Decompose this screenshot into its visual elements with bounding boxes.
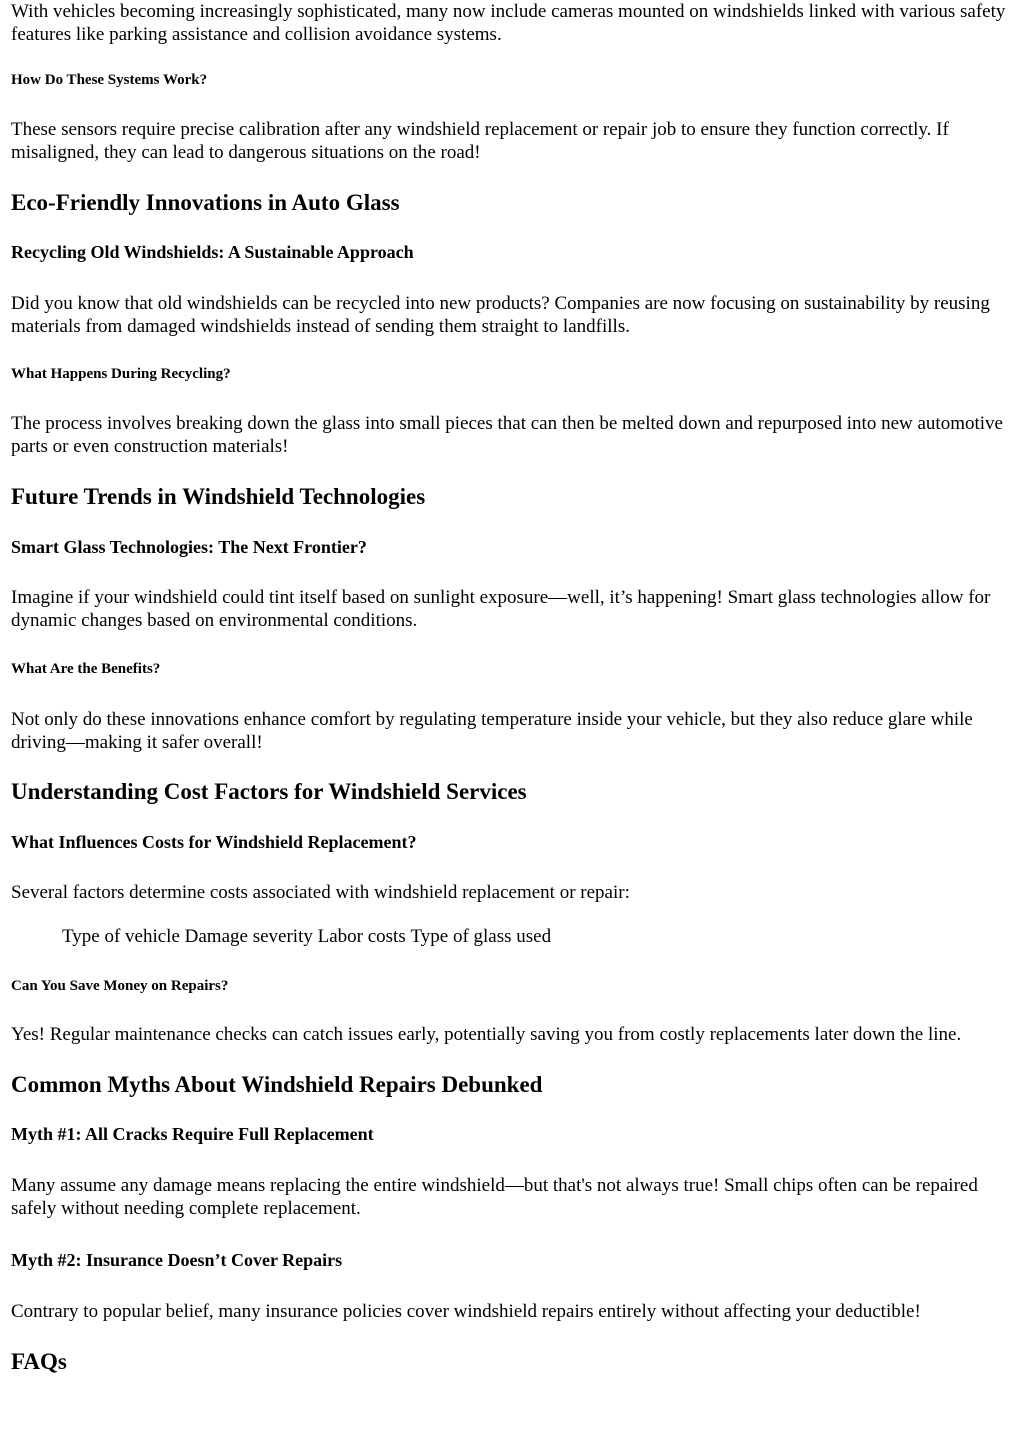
heading-recycling: Recycling Old Windshields: A Sustainable Approach xyxy=(11,242,414,262)
sensors-paragraph: These sensors require precise calibration after any windshield replacement or repair job to ensure they function correctly. If misaligned, they can lead to dangerous situations on the road! xyxy=(11,119,949,163)
intro-paragraph: With vehicles becoming increasingly sophisticated, many now include cameras mounted on windshields linked with various safety features like parking assistance and collision avoidance systems. xyxy=(11,1,1006,45)
list-item: Type of glass used xyxy=(410,926,552,947)
heading-smart-glass: Smart Glass Technologies: The Next Frontier? xyxy=(11,537,367,557)
heading-benefits: What Are the Benefits? xyxy=(11,661,161,677)
process-paragraph: The process involves breaking down the glass into small pieces that can then be melted down and repurposed into new automotive parts or even construction materials! xyxy=(11,413,1003,457)
heading-save-money: Can You Save Money on Repairs? xyxy=(11,978,229,994)
heading-faqs: FAQs xyxy=(11,1349,67,1374)
list-item: Labor costs xyxy=(317,926,406,947)
heading-myth-1: Myth #1: All Cracks Require Full Replacement xyxy=(11,1124,374,1144)
heading-influences-costs: What Influences Costs for Windshield Replacement? xyxy=(11,832,417,852)
heading-how-systems-work: How Do These Systems Work? xyxy=(11,72,208,88)
recycled-paragraph: Did you know that old windshields can be recycled into new products? Companies are now focusing on sustainability by reusing materials from damaged windshields instead of sending them straight to landfills. xyxy=(11,293,990,337)
cost-factors-list xyxy=(11,925,1014,948)
heading-what-happens-recycling: What Happens During Recycling? xyxy=(11,366,231,382)
benefits-paragraph: Not only do these innovations enhance comfort by regulating temperature inside your vehicle, but they also reduce glare while driving—making it safer overall! xyxy=(11,709,973,753)
heading-cost-factors: Understanding Cost Factors for Windshield Services xyxy=(11,779,527,804)
list-item: Type of vehicle xyxy=(62,926,180,947)
myth-1-paragraph: Many assume any damage means replacing the entire windshield—but that's not always true! Small chips often can be repaired safely without needing complete replacement. xyxy=(11,1175,978,1219)
heading-common-myths: Common Myths About Windshield Repairs Debunked xyxy=(11,1072,543,1097)
save-paragraph: Yes! Regular maintenance checks can catch issues early, potentially saving you from costly replacements later down the line. xyxy=(11,1024,962,1045)
heading-future-trends: Future Trends in Windshield Technologies xyxy=(11,484,426,509)
heading-eco-friendly: Eco-Friendly Innovations in Auto Glass xyxy=(11,190,400,215)
myth-2-paragraph: Contrary to popular belief, many insurance policies cover windshield repairs entirely without affecting your deductible! xyxy=(11,1301,921,1322)
factors-paragraph: Several factors determine costs associated with windshield replacement or repair: xyxy=(11,882,630,903)
heading-myth-2: Myth #2: Insurance Doesn’t Cover Repairs xyxy=(11,1250,343,1270)
imagine-paragraph: Imagine if your windshield could tint itself based on sunlight exposure—well, it’s happening! Smart glass technologies allow for dynamic changes based on environmental conditions. xyxy=(11,587,991,631)
list-item: Damage severity xyxy=(184,926,313,947)
